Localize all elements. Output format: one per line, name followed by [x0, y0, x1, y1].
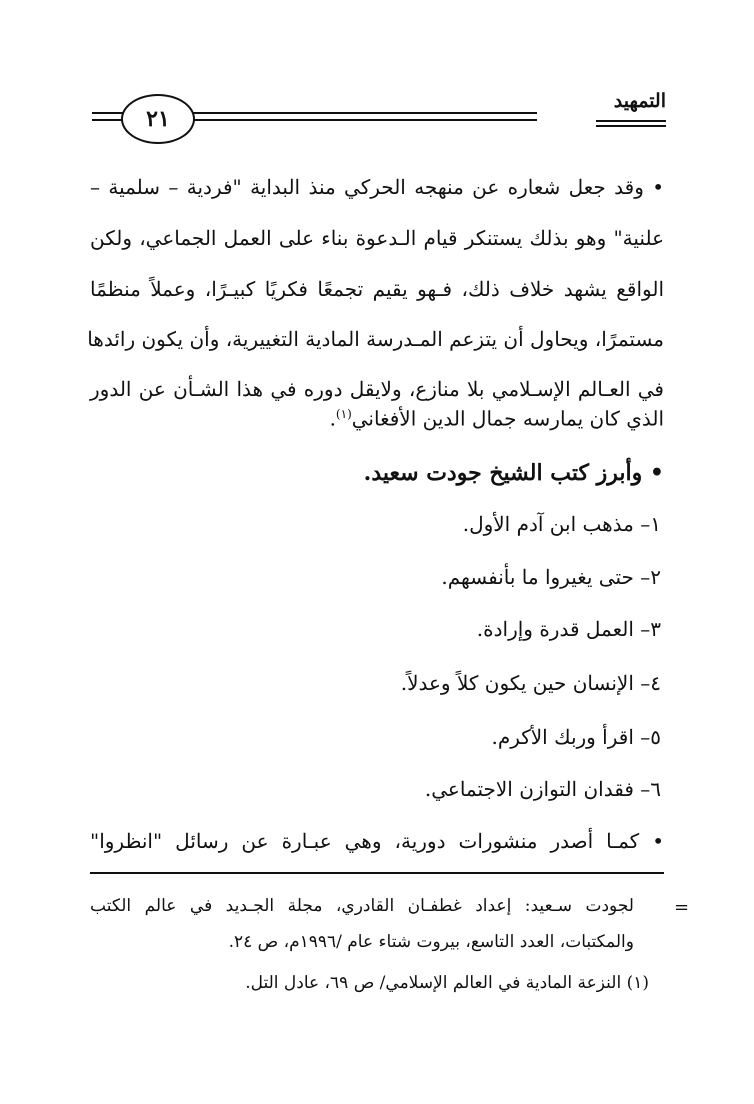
book-item: ٣– العمل قدرة وإرادة.: [476, 617, 661, 641]
closing-line: • كمـا أصدر منشورات دورية، وهي عبـارة عن رسائل "انظروا": [90, 829, 664, 853]
page-number: ٢١: [121, 94, 195, 144]
book-item: ٤– الإنسان حين يكون كلاً وعدلاً.: [400, 671, 661, 695]
book-item: ٥– اقرأ وربك الأكرم.: [491, 725, 661, 749]
book-item: ١– مذهب ابن آدم الأول.: [462, 512, 661, 536]
paragraph-line: • وقد جعل شعاره عن منهجه الحركي منذ البداية "فردية – سلمية –: [90, 175, 664, 199]
paragraph-line: علنية" وهو بذلك يستنكر قيام الـدعوة بناء على العمل الجماعي، ولكن: [90, 226, 664, 250]
paragraph-line-text: الذي كان يمارسه جمال الدين الأفغاني: [351, 406, 664, 431]
book-item: ٢– حتى يغيروا ما بأنفسهم.: [441, 565, 661, 589]
footnote-line: لجودت سـعيد: إعداد غطفـان القادري، مجلة الجـديد في عالم الكتب: [90, 896, 634, 916]
paragraph-line: الواقع يشهد خلاف ذلك، فـهو يقيم تجمعًا فكريًا كبيـرًا، وعملاً منظمًا: [90, 277, 664, 301]
footnote-rule: [90, 872, 664, 874]
book-item: ٦– فقدان التوازن الاجتماعي.: [424, 777, 661, 801]
footnote-line: والمكتبات، العدد التاسع، بيروت شتاء عام /١٩٩٦م، ص ٢٤.: [228, 932, 634, 952]
paragraph-line: في العـالم الإسـلامي بلا منازع، ولايقل دوره في هذا الشـأن عن الدور: [90, 377, 664, 401]
footnote-reference: (١): [335, 407, 352, 421]
paragraph-line: مستمرًا، ويحاول أن يتزعم المـدرسة المادية التغييرية، وأن يكون رائدها: [87, 327, 664, 351]
section-title-underline: [596, 120, 666, 130]
continuation-marker: =: [674, 897, 690, 918]
footnote-line: (١) النزعة المادية في العالم الإسلامي/ ص ٦٩، عادل التل.: [245, 973, 649, 993]
section-title: التمهيد: [613, 90, 666, 112]
books-heading: • وأبرز كتب الشيخ جودت سعيد.: [363, 460, 664, 486]
paragraph-last-line: [330, 399, 664, 434]
paragraph-end: .: [329, 406, 336, 431]
